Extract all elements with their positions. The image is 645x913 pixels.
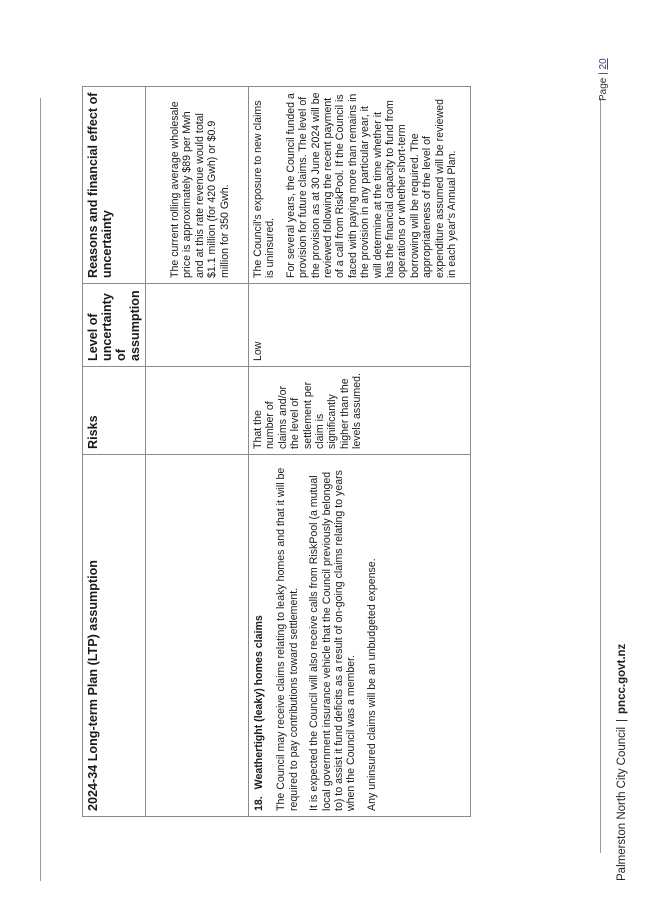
assumption-paragraph: Any uninsured claims will be an unbudgeted expense. — [365, 558, 378, 811]
footer-site-link[interactable]: pncc.govt.nz — [616, 643, 628, 714]
table-row — [146, 87, 249, 817]
item-number: 18. — [253, 796, 265, 811]
header-risks: Risks — [83, 367, 146, 455]
continuation-reasons-cell — [146, 87, 249, 284]
footer — [616, 644, 628, 881]
item-reasons-cell — [249, 87, 471, 284]
item-level-cell — [249, 284, 471, 367]
footer-org: Palmerston North City Council — [616, 726, 628, 881]
item-risks-cell — [249, 367, 471, 455]
table-row — [249, 87, 471, 817]
item-level-text: Low — [252, 341, 264, 361]
assumptions-table — [82, 86, 471, 817]
item-risks-text: That the number of claims and/or the level of settlement per claim is significantly higher than the levels assumed. — [252, 373, 364, 449]
continuation-assumption-cell — [146, 455, 249, 817]
header-assumption: 2024-34 Long-term Plan (LTP) assumption — [83, 455, 146, 817]
continuation-reasons-text: The current rolling average wholesale price is approximately $89 per Mwh and at this rate revenue would total $1.1 million (for 420 Gwh) or $0.9 million for 350 Gwh. — [169, 101, 231, 278]
reasons-paragraph: The Council's exposure to new claims is uninsured. — [252, 100, 277, 278]
continuation-risks-cell — [146, 367, 249, 455]
reasons-paragraph: For several years, the Council funded a provision for future claims. The level of the provision as at 30 June 2024 will be reviewed following the recent payment of a call from RiskPool. If the Council is faced with paying more than remains in the provision in any particular year, it will determine at the time whether it has the financial capacity to fund from operations or whether short-term borrowing will be required. The appropriateness of the level of expenditure assumed will be reviewed in each year's Annual Plan. — [284, 92, 459, 278]
item-heading — [253, 460, 265, 811]
page-number-value: 20 — [598, 58, 609, 70]
page-number — [598, 58, 609, 101]
assumption-paragraph: It is expected the Council will also receive calls from RiskPool (a mutual local government insurance vehicle that the Council previously belonged to) to assist it fund deficits as a result of on-going claims relating to years when the Council was a member. — [308, 470, 358, 811]
header-level: Level of uncertainty of assumption — [83, 284, 146, 367]
page-separator: | — [598, 72, 609, 75]
footer-rule — [600, 98, 601, 853]
table-header-row — [83, 87, 146, 817]
top-rule — [40, 98, 41, 881]
item-title: Weathertight (leaky) homes claims — [253, 615, 265, 790]
page-label: Page — [598, 77, 609, 101]
assumption-paragraph: The Council may receive claims relating to leaky homes and that it will be required to pay contributions toward settlement. — [275, 467, 300, 811]
continuation-level-cell — [146, 284, 249, 367]
footer-separator: | — [616, 718, 628, 722]
item-assumption-cell — [249, 455, 471, 817]
header-reasons: Reasons and financial effect of uncertainty — [83, 87, 146, 284]
